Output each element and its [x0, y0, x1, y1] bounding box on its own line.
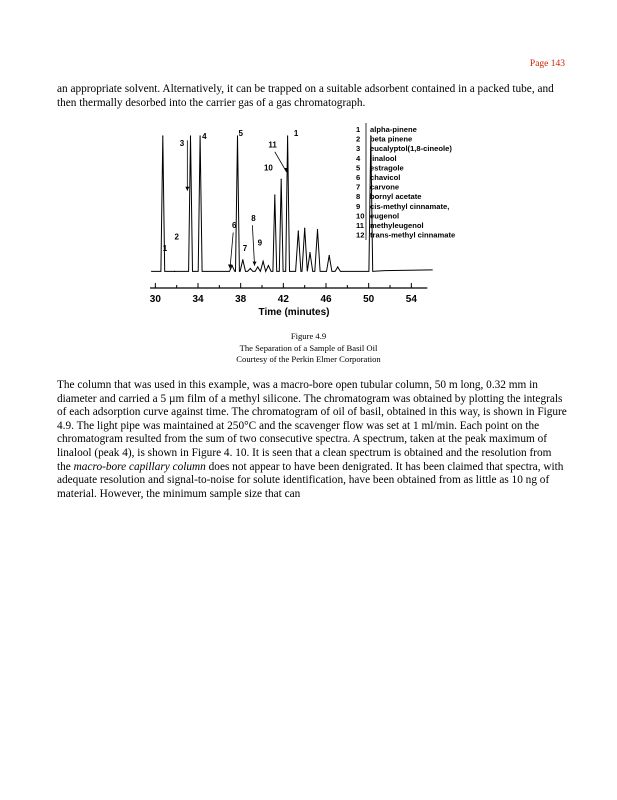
- body-italic-term: macro-bore capillary column: [73, 460, 206, 473]
- peak-apex-17: [309, 252, 310, 253]
- legend-number-9: 9: [356, 201, 361, 211]
- peak-apex-16: [304, 228, 305, 229]
- x-tick-label-42: 42: [277, 294, 289, 305]
- legend-number-5: 5: [356, 163, 361, 173]
- peak-apex-11: [268, 265, 269, 266]
- paragraph-intro: an appropriate solvent. Alternatively, it can be trapped on a suitable adsorbent contained in a packed tube, and then thermally desorbed into the carrier gas of a gas chromatograph.: [57, 83, 554, 109]
- legend-number-7: 7: [356, 182, 361, 192]
- legend-number-8: 8: [356, 192, 361, 202]
- legend-name-6: chavicol: [370, 173, 401, 182]
- peak-apex-8: [250, 268, 251, 269]
- caption-title: The Separation of a Sample of Basil Oil: [239, 342, 378, 353]
- peak-apex-9: [257, 266, 258, 267]
- peak-apex-3: [190, 135, 191, 136]
- legend-name-1: alpha-pinene: [370, 125, 417, 134]
- peak-label-2: 2: [174, 232, 179, 242]
- figure-caption: [0, 331, 617, 366]
- body-text-1: The column that was used in this example, was a macro-bore open tubular column, 50 m long, 0.32 mm in diameter and carried a 5 µm film of a methyl silicone. The chromatogram was obtained by plotting the integrals of each adsorption curve against time. The chromatogram of oil of basil, obtained in this way, is shown in Figure 4.9. The light pipe was maintained at 250°C and the scavenger flow was set at 1 ml/min. Each point on the chromatogram resulted from the sum of two consecutive spectra. A spectrum, taken at the peak maximum of linalool (peak 4), is shown in Figure 4. 10. It is seen that a clean spectrum is obtained and the resolution from the: [57, 379, 567, 473]
- peak-apex-18: [317, 229, 318, 230]
- peak-apex-19: [329, 255, 330, 256]
- peak-arrow-4: [275, 152, 287, 172]
- legend-name-7: carvone: [370, 182, 400, 192]
- legend-name-4: linalool: [370, 153, 397, 163]
- peak-label-3: 3: [179, 139, 185, 149]
- peak-label-6: 6: [232, 221, 237, 231]
- legend-number-6: 6: [356, 173, 361, 182]
- chromatogram-figure: [140, 120, 480, 325]
- x-tick-label-38: 38: [235, 294, 247, 305]
- peak-label-5: 5: [238, 129, 243, 138]
- legend-name-2: beta pinene: [370, 134, 413, 144]
- peak-arrow-3: [252, 225, 254, 265]
- peak-apex-10: [263, 261, 264, 262]
- legend-name-3: eucalyptol(1,8-cineole): [370, 144, 452, 154]
- legend-name-12: trans-methyl cinnamate: [370, 230, 456, 240]
- legend-number-2: 2: [356, 134, 361, 144]
- peak-apex-14: [287, 135, 288, 136]
- x-tick-label-54: 54: [405, 294, 417, 305]
- peak-label-8: 8: [251, 213, 256, 223]
- x-axis: [150, 283, 428, 318]
- x-axis-title: Time (minutes): [258, 307, 330, 318]
- legend-number-10: 10: [356, 211, 365, 221]
- legend-name-10: eugenol: [370, 211, 400, 221]
- peak-label-10: 10: [263, 163, 273, 173]
- peak-apex-13: [281, 179, 282, 180]
- legend-number-11: 11: [356, 221, 365, 230]
- legend-name-9: cis-methyl cinnamate,: [370, 201, 450, 211]
- peak-label-7: 7: [242, 244, 248, 254]
- peak-label-9: 9: [257, 238, 263, 248]
- x-tick-label-46: 46: [320, 294, 332, 305]
- peak-label-12: 1: [293, 129, 299, 138]
- legend-name-5: estragole: [370, 163, 404, 173]
- legend-number-12: 12: [356, 230, 365, 240]
- peak-apex-5: [232, 265, 233, 266]
- peak-apex-20: [337, 266, 338, 267]
- peak-apex-1: [162, 135, 163, 136]
- legend-number-1: 1: [356, 125, 361, 134]
- x-tick-label-34: 34: [192, 294, 204, 305]
- legend-number-3: 3: [356, 144, 361, 154]
- paragraph-body: [57, 379, 567, 501]
- peak-apex-12: [274, 194, 275, 195]
- peak-arrowhead-1: [185, 187, 189, 191]
- peak-labels: [163, 129, 299, 268]
- chromatogram-chart: [140, 120, 480, 325]
- peak-arrow-2: [230, 232, 233, 268]
- legend-name-11: methyleugenol: [370, 221, 424, 230]
- peak-legend: [356, 123, 455, 240]
- peak-apex-7: [242, 259, 243, 260]
- caption-credit: Courtesy of the Perkin Elmer Corporation: [236, 354, 381, 364]
- caption-number: Figure 4.9: [290, 331, 327, 341]
- peak-apex-15: [298, 230, 299, 231]
- x-tick-label-50: 50: [363, 294, 375, 305]
- peak-label-1: 1: [162, 244, 168, 254]
- peak-arrowhead-3: [253, 262, 257, 266]
- peak-apex-4: [200, 135, 201, 136]
- peak-label-11: 11: [268, 140, 277, 150]
- body-text-2: does not appear to have been denigrated. It has been claimed that spectra, with adequate resolution and signal-to-noise for solute identification, have been obtained from as little as 10 ng of material. However, the minimum sample size that can: [57, 460, 564, 500]
- legend-number-4: 4: [356, 153, 361, 163]
- page-number: Page 143: [529, 59, 565, 69]
- legend-name-8: bornyl acetate: [370, 192, 422, 202]
- peak-label-4: 4: [202, 131, 207, 141]
- x-tick-label-30: 30: [149, 294, 161, 305]
- peak-apex-2: [174, 271, 175, 272]
